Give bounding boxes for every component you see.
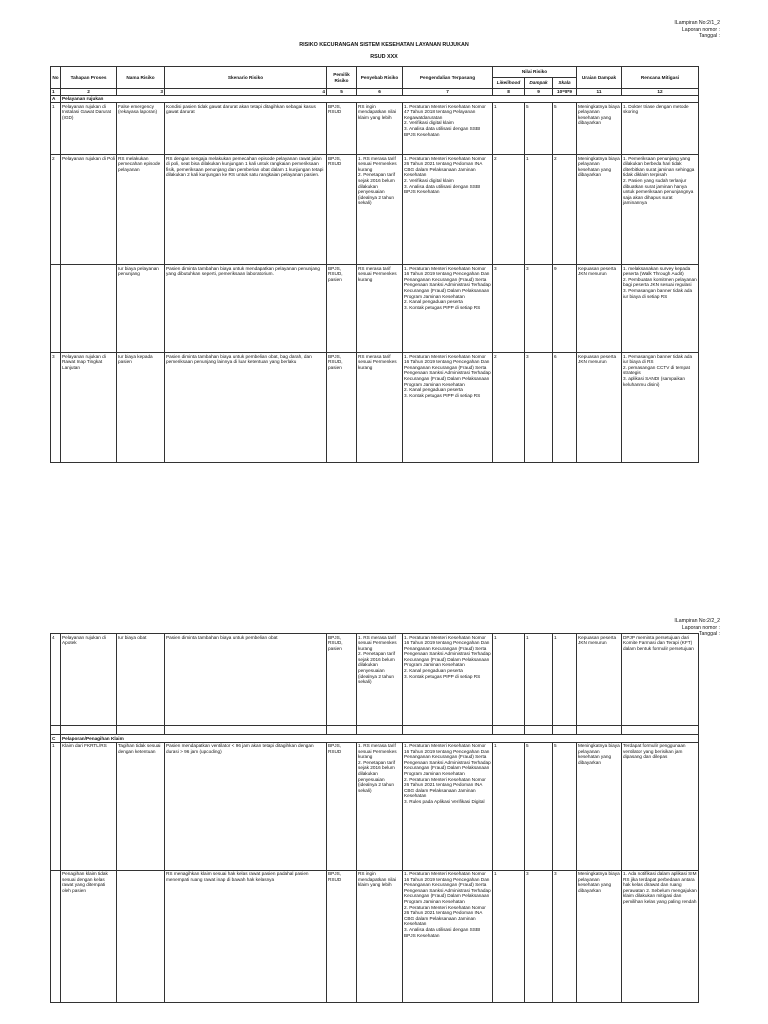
- cell-skala: 5: [553, 742, 577, 870]
- header-nilai-risiko: Nilai Risiko: [493, 67, 577, 78]
- header-no: No: [51, 67, 61, 89]
- col-num: 2: [61, 89, 117, 96]
- lampiran-number: ILampiran No:2/2_2: [674, 618, 720, 624]
- col-num: 1: [51, 89, 61, 96]
- cell-tahapan: [61, 265, 117, 353]
- cell-pengendalian: 1. Peraturan Menteri Kesehatan Nomor 16 Tahun 2019 tentang Pencegahan Dan Penanganan Kecurangan (Fraud) Serta Pengenaan Sanksi Administrasi Terhadap Kecurangan (Fraud) Dalam Pelaksanaan Program Jaminan Kesehatan 2. Peraturan Menteri Kesehatan Nomor 26 Tahun 2021 tentang Pedoman INA CBG dalam Pelaksanaan Jaminan Kesehatan 3. Analisa data utilisasi dengan SSBI BPJS Kesehatan: [403, 870, 493, 1002]
- cell-likelihood: 2: [493, 155, 525, 265]
- table-row: [51, 265, 699, 353]
- cell-uraian: Meningkatnya biaya pelayanan kesehatan yang dibayarkan: [577, 742, 622, 870]
- table-row: [51, 634, 699, 726]
- cell-nama-risiko: Iur biaya kepada pasien: [117, 353, 165, 463]
- header-rencana: Rencana Mitigasi: [622, 67, 699, 89]
- cell-uraian: Kepuasan peserta JKN menurun: [577, 634, 622, 726]
- cell-rencana: 1. Pemeriksaan penunjang yang dilakukan berbeda hari tidak diterbitkan surat jaminan sehingga tidak diklaim terpisah 2. Pasien yang sudah terlanjur dibuatkan surat jaminan hanya untuk pemeriksaan penunjangnya saja akan dihapus surat jaminannya: [622, 155, 699, 265]
- cell-nama-risiko: False emergency (rekayasa laporan): [117, 103, 165, 155]
- col-num: 4: [165, 89, 327, 96]
- cell-tahapan: Pelayanan rujukan di Rawat Inap Tingkat Lanjutan: [61, 353, 117, 463]
- section-letter: C: [51, 735, 61, 743]
- document-title: RISIKO KECURANGAN SISTEM KESEHATAN LAYANAN RUJUKAN: [299, 42, 469, 48]
- section-letter: A: [51, 95, 61, 103]
- cell-likelihood: 1: [493, 103, 525, 155]
- risk-table-page1: [50, 66, 699, 463]
- cell-rencana: 1. Pemasangan banner tidak ada iur biaya di RS 2. pemasangan CCTV di tempat strategis 3. aplikasi SANDI (sampaikan keluhanmu disini): [622, 353, 699, 463]
- cell-nama-risiko: Tagihan tidak sesuai dengan ketentuan: [117, 742, 165, 870]
- risk-table-page2: [50, 633, 699, 1003]
- cell-nama-risiko: Iur biaya obat: [117, 634, 165, 726]
- cell-dampak: 3: [525, 265, 553, 353]
- cell-uraian: Meningkatnya biaya pelayanan kesehatan yang dibayarkan: [577, 103, 622, 155]
- col-num: 7: [403, 89, 493, 96]
- cell-tahapan: Pelayanan rujukan di Instalasi Gawat Darurat (IGD): [61, 103, 117, 155]
- header-pemilik: Pemilik Risiko: [327, 67, 357, 89]
- cell-nama-risiko: RS melakukan pemecahan episode pelayanan: [117, 155, 165, 265]
- cell-skenario: RS menagihkan klaim sesuai hak kelas rawat pasien padahal pasien menempati ruang rawat inap di bawah hak kelasnya: [165, 870, 327, 1002]
- header-tahapan: Tahapan Proses: [61, 67, 117, 89]
- cell-skala: 3: [553, 870, 577, 1002]
- cell-nama-risiko: Iur biaya pelayanan penunjang: [117, 265, 165, 353]
- cell-likelihood: 1: [493, 634, 525, 726]
- cell-penyebab: RS merasa tarif sesuai Permenkes kurang: [357, 265, 403, 353]
- col-num: 8: [493, 89, 525, 96]
- cell-no: [51, 870, 61, 1002]
- cell-tahapan: Penagihan klaim tidak sesuai dengan kelas rawat yang ditempati oleh pasien: [61, 870, 117, 1002]
- col-num: 6: [357, 89, 403, 96]
- col-num: 11: [577, 89, 622, 96]
- col-num: 10=8*9: [553, 89, 577, 96]
- cell-pengendalian: 1. Peraturan Menteri Kesehatan Nomor 47 Tahun 2018 tentang Pelayanan Kegawatdaruratan 2. Verifikasi digital klaim 3. Analisa data utilisasi dengan SSBI BPJS Kesehatan: [403, 103, 493, 155]
- cell-rencana: Terdapat formulir penggunaan ventilator yang berisikan jam dipasang dan dilepas: [622, 742, 699, 870]
- cell-no: [51, 265, 61, 353]
- cell-pengendalian: 1. Peraturan Menteri Kesehatan Nomor 16 Tahun 2019 tentang Pencegahan Dan Penanganan Kecurangan (Fraud) Serta Pengenaan Sanksi Administrasi Terhadap Kecurangan (Fraud) Dalam Pelaksanaan Program Jaminan Kesehatan 2. Kanal pengaduan peserta 3. Kontak petugas PIPP di setiap RS: [403, 353, 493, 463]
- header-penyebab: Penyebab Risiko: [357, 67, 403, 89]
- section-row: [51, 95, 699, 103]
- cell-penyebab: 1. RS merasa tarif sesuai Permenkes kurang 2. Penetapan tarif sejak 2016 belum dilakukan penyesuaian (idealnya 2 tahun sekali): [357, 742, 403, 870]
- lampiran-block: [674, 20, 720, 40]
- cell-dampak: 5: [525, 103, 553, 155]
- col-num: 3: [117, 89, 165, 96]
- cell-penyebab: RS ingin mendapatkan nilai klaim yang lebih: [357, 103, 403, 155]
- cell-pemilik: BPJS, RSUD: [327, 103, 357, 155]
- header-nama-risiko: Nama Risiko: [117, 67, 165, 89]
- cell-pengendalian: 1. Peraturan Menteri Kesehatan Nomor 16 Tahun 2019 tentang Pencegahan Dan Penanganan Kecurangan (Fraud) Serta Pengenaan Sanksi Administrasi Terhadap Kecurangan (Fraud) Dalam Pelaksanaan Program Jaminan Kesehatan 2. Peraturan Menteri Kesehatan Nomor 26 Tahun 2021 tentang Pedoman INA CBG dalam Pelaksanaan Jaminan Kesehatan 3. Rules pada Aplikasi Verifikasi Digital: [403, 742, 493, 870]
- cell-no: 3: [51, 353, 61, 463]
- cell-skala: 1: [553, 634, 577, 726]
- cell-pengendalian: 1. Peraturan Menteri Kesehatan Nomor 16 Tahun 2019 tentang Pencegahan Dan Penanganan Kecurangan (Fraud) Serta Pengenaan Sanksi Administrasi Terhadap Kecurangan (Fraud) Dalam Pelaksanaan Program Jaminan Kesehatan 2. Kanal pengaduan peserta 3. Kontak petugas PIPP di setiap RS: [403, 634, 493, 726]
- cell-penyebab: RS merasa tarif sesuai Permenkes kurang: [357, 353, 403, 463]
- cell-pengendalian: 1. Peraturan Menteri Kesehatan Nomor 26 Tahun 2021 tentang Pedoman INA CBG dalam Pelaksanaan Jaminan Kesehatan 2. Verifikasi digital klaim 3. Analisa data utilisasi dengan SSBI BPJS Kesehatan: [403, 155, 493, 265]
- cell-rencana: 1. Dokter triase dengan metode skoring: [622, 103, 699, 155]
- cell-skala: 2: [553, 155, 577, 265]
- cell-no: 1: [51, 103, 61, 155]
- document-subtitle: RSUD XXX: [370, 54, 398, 60]
- col-num: 5: [327, 89, 357, 96]
- cell-penyebab: RS ingin mendapatkan nilai klaim yang lebih: [357, 870, 403, 1002]
- cell-skala: 6: [553, 353, 577, 463]
- col-num: 9: [525, 89, 553, 96]
- cell-no: 4: [51, 634, 61, 726]
- table-row: [51, 742, 699, 870]
- cell-no: 1: [51, 742, 61, 870]
- cell-tahapan: Pelayanan rujukan di Poli: [61, 155, 117, 265]
- cell-dampak: 3: [525, 353, 553, 463]
- cell-uraian: Meningkatnya biaya pelayanan kesehatan yang dibayarkan: [577, 155, 622, 265]
- section-title: Pelaporan/Penagihan Klaim: [61, 735, 699, 743]
- cell-skenario: Pasien mendapatkan ventilator < 96 jam akan tetapi ditagihkan dengan durasi > 96 jam (upcoding): [165, 742, 327, 870]
- header-pengendalian: Pengendalian Terpasang: [403, 67, 493, 89]
- cell-likelihood: 3: [493, 265, 525, 353]
- table-row: [51, 103, 699, 155]
- cell-pemilik: BPJS, RSUD, pasien: [327, 353, 357, 463]
- header-row: [51, 67, 699, 78]
- laporan-number: Laporan nomor :: [681, 624, 720, 631]
- cell-uraian: Meningkatnya biaya pelayanan kesehatan yang dibayarkan: [577, 870, 622, 1002]
- header-skenario: Skenario Risiko: [165, 67, 327, 89]
- table-row: [51, 353, 699, 463]
- laporan-number: Laporan nomor :: [681, 26, 720, 33]
- column-number-row: [51, 89, 699, 96]
- cell-dampak: 1: [525, 155, 553, 265]
- table-row: [51, 155, 699, 265]
- report-date: Tanggal :: [698, 631, 720, 638]
- cell-skenario: Pasien diminta tambahan biaya untuk pembelian obat, bag darah, dan pemeriksaan penunjang lainnya di luar ketentuan yang berlaku: [165, 353, 327, 463]
- header-uraian: Uraian Dampak: [577, 67, 622, 89]
- cell-dampak: 1: [525, 634, 553, 726]
- cell-pemilik: BPJS, RSUD: [327, 870, 357, 1002]
- cell-rencana: 1. Ada notifikasi dalam aplikasi SIM RS jika terdapat perbedaan antara hak kelas dirawat dan ruang perawatan 2. Sebelum mengajukan klaim dilakukan mitigasi dan pemilihan kelas yang paling rendah: [622, 870, 699, 1002]
- cell-tahapan: Klaim dari FKRTL/RS: [61, 742, 117, 870]
- cell-penyebab: 1. RS merasa tarif sesuai Permenkes kurang 2. Penetapan tarif sejak 2016 belum dilakukan penyesuaian (idealnya 2 tahun sekali): [357, 155, 403, 265]
- cell-likelihood: 1: [493, 870, 525, 1002]
- cell-no: 2: [51, 155, 61, 265]
- cell-likelihood: 2: [493, 353, 525, 463]
- table-row: [51, 870, 699, 1002]
- cell-dampak: 3: [525, 870, 553, 1002]
- cell-skenario: Pasien diminta tambahan biaya untuk mendapatkan pelayanan penunjang yang dibutuhkan seperti, pemeriksaan laboratorium.: [165, 265, 327, 353]
- cell-uraian: Kepuasan peserta JKN menurun: [577, 265, 622, 353]
- cell-skala: 5: [553, 103, 577, 155]
- empty-row: [51, 726, 699, 735]
- header-dampak: Dampak: [525, 78, 553, 89]
- cell-pengendalian: 1. Peraturan Menteri Kesehatan Nomor 16 Tahun 2019 tentang Pencegahan Dan Penanganan Kecurangan (Fraud) Serta Pengenaan Sanksi Administrasi Terhadap Kecurangan (Fraud) Dalam Pelaksanaan Program Jaminan Kesehatan 2. Kanal pengaduan peserta 3. Kontak petugas PIPP di setiap RS: [403, 265, 493, 353]
- cell-pemilik: BPJS, RSUD, pasien: [327, 634, 357, 726]
- cell-skenario: Kondisi pasien tidak gawat darurat akan tetapi ditagihkan sebagai kasus gawat darurat: [165, 103, 327, 155]
- header-skala: Skala: [553, 78, 577, 89]
- cell-skala: 9: [553, 265, 577, 353]
- section-row: [51, 735, 699, 743]
- cell-penyebab: 1. RS merasa tarif sesuai Permenkes kurang 2. Penetapan tarif sejak 2016 belum dilakukan penyesuaian (idealnya 2 tahun sekali): [357, 634, 403, 726]
- cell-rencana: DPJP meminta persetujuan dari Komite Farmasi dan Terapi (KFT) dalam bentuk formulir persetujuan: [622, 634, 699, 726]
- cell-pemilik: BPJS, RSUD: [327, 742, 357, 870]
- cell-tahapan: Pelayanan rujukan di Apotek: [61, 634, 117, 726]
- col-num: 12: [622, 89, 699, 96]
- lampiran-number: ILampiran No:2/1_2: [674, 20, 720, 26]
- header-likelihood: Likelihood: [493, 78, 525, 89]
- cell-nama-risiko: [117, 870, 165, 1002]
- cell-rencana: 1. melaksanakan survey kepada peserta (Walk Through Audit) 2. Pembuatan komitmen pelayanan bagi peserta JKN sesuai regulasi 3. Pemasangan banner tidak ada iur biaya di setiap RS: [622, 265, 699, 353]
- cell-skenario: RS dengan sengaja melakukan pemecahan episode pelayanan rawat jalan di poli, seat bisa dilakukan kunjungan 1 kali untuk rangkaian pemeriksaan fisik, pemeriksaan penunjang dan pemberian obat dalam 1 kunjungan tetapi dilakukan 2 kali kunjungan ke RS untuk satu rangkaian pelayanan pasien.: [165, 155, 327, 265]
- cell-pemilik: BPJS, RSUD, pasien: [327, 265, 357, 353]
- cell-dampak: 5: [525, 742, 553, 870]
- cell-uraian: Kepuasan peserta JKN menurun: [577, 353, 622, 463]
- cell-likelihood: 1: [493, 742, 525, 870]
- cell-skenario: Pasien diminta tambahan biaya untuk pembelian obat: [165, 634, 327, 726]
- section-title: Pelayanan rujukan: [61, 95, 699, 103]
- cell-pemilik: BPJS, RSUD: [327, 155, 357, 265]
- report-date: Tanggal :: [698, 33, 720, 40]
